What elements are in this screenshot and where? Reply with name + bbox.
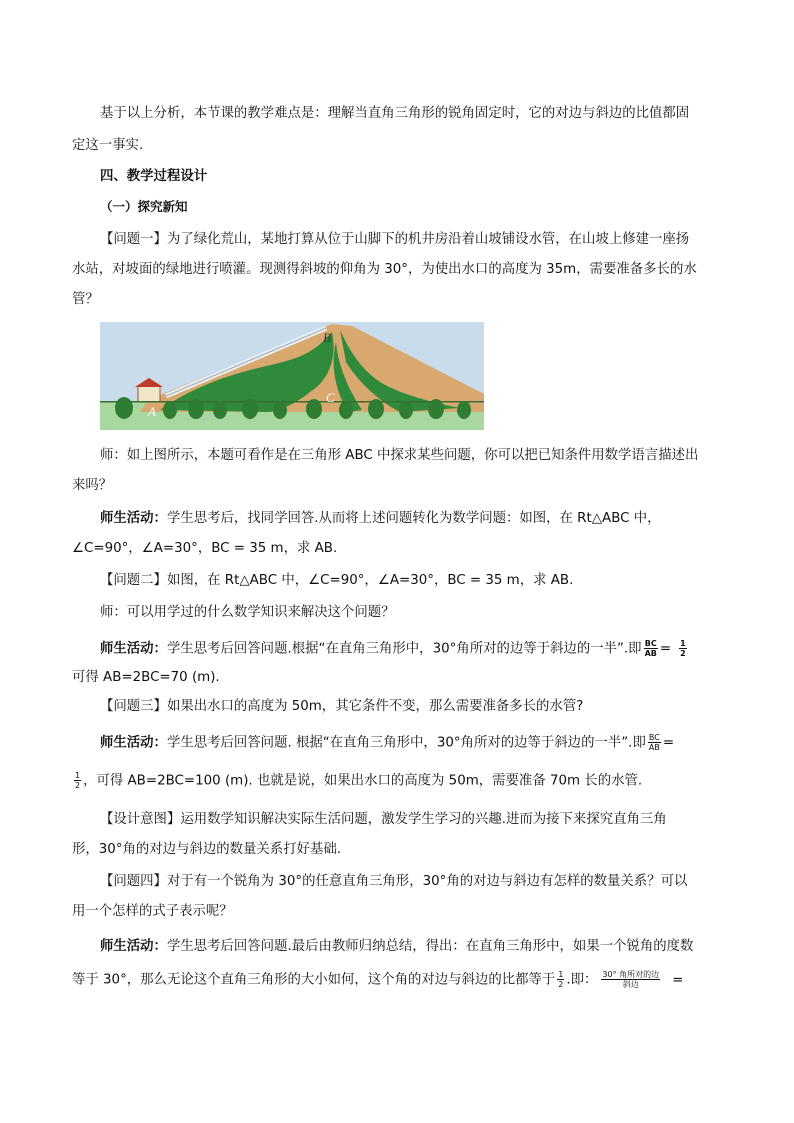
text-line: 定这一事实.: [72, 138, 144, 153]
figure-label-a: A: [148, 404, 156, 419]
text-line: 学生思考后回答问题.最后由教师归纳总结，得出：在直角三角形中，如果一个锐角的度数: [166, 939, 694, 954]
activity-1-line-1: [100, 510, 724, 527]
activity-3-line-2: [72, 771, 724, 790]
equals-sign: =: [662, 735, 675, 751]
activity-2-line-2: 可得 AB=2BC=70 (m).: [72, 670, 220, 685]
activity-label: 师生活动：: [100, 511, 167, 526]
design-intent-line-1: 【设计意图】运用数学知识解决实际生活问题，激发学生学习的兴趣.进而为接下来探究直角三角: [100, 812, 667, 827]
fraction-one-half: $\frac{1}{2}$: [558, 970, 564, 989]
fraction-side-over-hypotenuse: $\frac{\text{30° 角所对的边}}{\text{斜边}}$: [602, 970, 660, 989]
paragraph-difficulty: [100, 105, 724, 122]
teacher-line-1: 师：如上图所示，本题可看作是在三角形 ABC 中探求某些问题，你可以把已知条件用数学语言描述出: [100, 448, 699, 463]
fraction-one-half: $\frac{1}{2}$: [680, 639, 686, 658]
subsection-heading: （一）探究新知: [100, 199, 188, 214]
activity-1-line-2: ∠C=90°，∠A=30°，BC = 35 m，求 AB.: [72, 541, 338, 556]
fraction-one-half: $\frac{1}{2}$: [75, 771, 81, 790]
text-line: 基于以上分析，本节课的教学难点是：理解当直角三角形的锐角固定时，它的对边与斜边的比值都固: [100, 106, 690, 121]
figure-pump-house: [138, 386, 160, 402]
activity-4-line-1: [100, 938, 724, 955]
fraction-bc-ab: $\frac{BC}{AB}$: [648, 733, 660, 752]
question-1-line-1: 【问题一】为了绿化荒山，某地打算从位于山脚下的机井房沿着山坡铺设水管，在山坡上修建一座扬: [100, 232, 690, 247]
activity-label: 师生活动：: [100, 939, 167, 954]
text-line: 等于 30°，那么无论这个直角三角形的大小如何，这个角的对边与斜边的比都等于: [72, 972, 556, 988]
text-line: ，可得 AB=2BC=100 (m). 也就是说，如果出水口的高度为 50m，需要准备 70m 长的水管.: [83, 773, 643, 789]
question-4-line-2: 用一个怎样的式子表示呢？: [72, 904, 233, 919]
fraction-bc-ab: $\frac{BC}{AB}$: [644, 639, 657, 658]
text-line: 学生思考后回答问题.根据“在直角三角形中，30°角所对的边等于斜边的一半”.即: [166, 641, 642, 657]
text-line: .即：: [566, 972, 598, 988]
activity-2-line-1: [100, 639, 724, 658]
question-1-line-2: 水站，对坡面的绿地进行喷灌。现测得斜坡的仰角为 30°，为使出水口的高度为 35m，需要准备多长的水: [72, 262, 697, 277]
design-intent-line-2: 形，30°角的对边与斜边的数量关系打好基础.: [72, 842, 342, 857]
teacher-line-1-cont: 来吗？: [72, 478, 113, 493]
mountain-figure: [100, 322, 484, 430]
equals-sign: =: [659, 641, 672, 657]
activity-3-line-1: [100, 733, 724, 752]
equals-sign: =: [672, 972, 684, 988]
figure-label-c: C: [326, 390, 335, 405]
paragraph-difficulty-cont: [72, 137, 724, 154]
section-heading: 四、教学过程设计: [100, 169, 208, 184]
activity-label: 师生活动：: [100, 735, 167, 751]
question-3: 【问题三】如果出水口的高度为 50m，其它条件不变，那么需要准备多长的水管?: [100, 699, 584, 714]
question-2: 【问题二】如图，在 Rt△ABC 中，∠C=90°，∠A=30°，BC = 35 m，求 AB.: [100, 573, 574, 588]
question-1-line-3: 管？: [72, 292, 99, 307]
text-line: 学生思考后，找同学回答.从而将上述问题转化为数学问题：如图，在 Rt△ABC 中，: [166, 511, 661, 526]
activity-label: 师生活动：: [100, 641, 167, 657]
text-line: 学生思考后回答问题. 根据“在直角三角形中，30°角所对的边等于斜边的一半”.即: [166, 735, 646, 751]
question-4-line-1: 【问题四】对于有一个锐角为 30°的任意直角三角形，30°角的对边与斜边有怎样的数量关系？可以: [100, 874, 688, 889]
activity-4-line-2: [72, 970, 724, 989]
figure-label-b: B: [323, 330, 331, 345]
figure-ground-line: [100, 401, 484, 403]
teacher-line-2: 师：可以用学过的什么数学知识来解决这个问题？: [100, 605, 395, 620]
